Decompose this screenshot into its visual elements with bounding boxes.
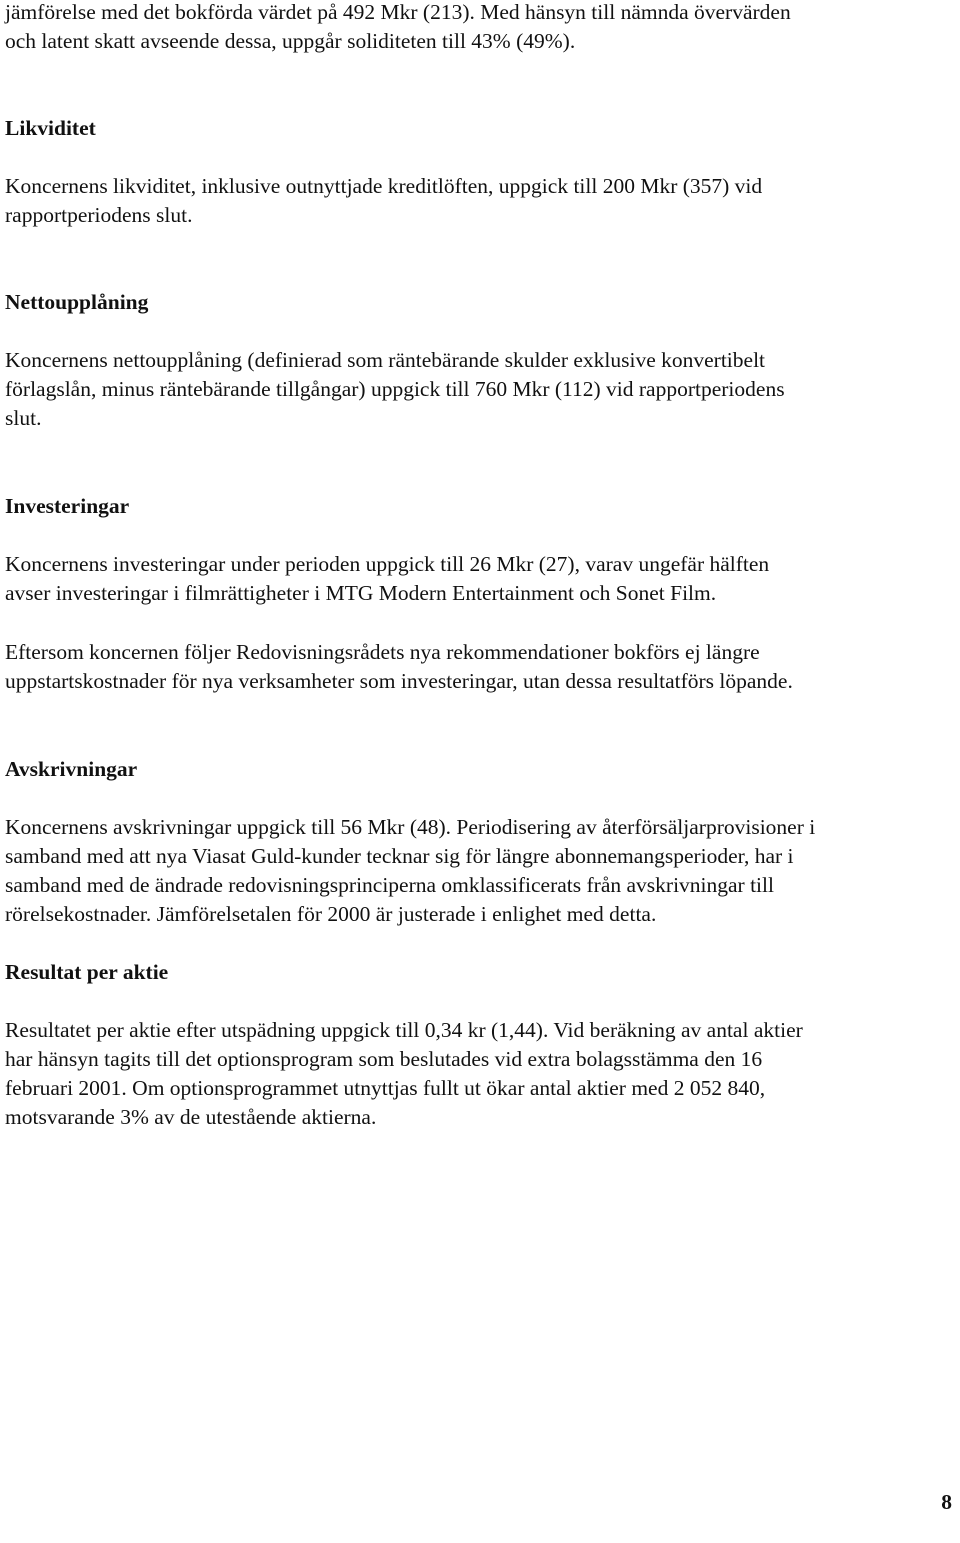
heading-investeringar: Investeringar: [5, 494, 130, 518]
investeringar-paragraph-2: Eftersom koncernen följer Redovisningsrådets nya rekommendationer bokförs ej längre uppstartskostnader för nya verksamheter som investeringar, utan dessa resultatförs löpande.: [5, 640, 793, 693]
page-number: 8: [941, 1490, 952, 1514]
likviditet-paragraph: Koncernens likviditet, inklusive outnyttjade kreditlöften, uppgick till 200 Mkr (357) vid rapportperiodens slut.: [5, 174, 763, 227]
nettoupplaning-paragraph: Koncernens nettoupplåning (definierad som räntebärande skulder exklusive konvertibelt förlagslån, minus räntebärande tillgångar) uppgick till 760 Mkr (112) vid rapportperiodens slut.: [5, 348, 785, 430]
investeringar-paragraph-1: Koncernens investeringar under perioden uppgick till 26 Mkr (27), varav ungefär hälften avser investeringar i filmrättigheter i MTG Modern Entertainment och Sonet Film.: [5, 552, 770, 605]
resultat-per-aktie-paragraph: Resultatet per aktie efter utspädning uppgick till 0,34 kr (1,44). Vid beräkning av antal aktier har hänsyn tagits till det optionsprogram som beslutades vid extra bolagsstämma den 16 februari 2001. Om optionsprogrammet utnyttjas fullt ut ökar antal aktier med 2 052 840, motsvarande 3% av de utestående aktierna.: [5, 1018, 803, 1129]
heading-nettoupplaning: Nettoupplåning: [5, 290, 149, 314]
avskrivningar-paragraph: Koncernens avskrivningar uppgick till 56 Mkr (48). Periodisering av återförsäljarprovisioner i samband med att nya Viasat Guld-kunder tecknar sig för längre abonnemangsperioder, har i samband med de ändrade redovisningsprinciperna omklassificerats från avskrivningar till rörelsekostnader. Jämförelsetalen för 2000 är justerade i enlighet med detta.: [5, 815, 816, 926]
intro-paragraph: jämförelse med det bokförda värdet på 492 Mkr (213). Med hänsyn till nämnda övervärden och latent skatt avseende dessa, uppgår soliditeten till 43% (49%).: [5, 0, 791, 53]
heading-avskrivningar: Avskrivningar: [5, 757, 138, 781]
heading-likviditet: Likviditet: [5, 116, 96, 140]
heading-resultat-per-aktie: Resultat per aktie: [5, 960, 169, 984]
